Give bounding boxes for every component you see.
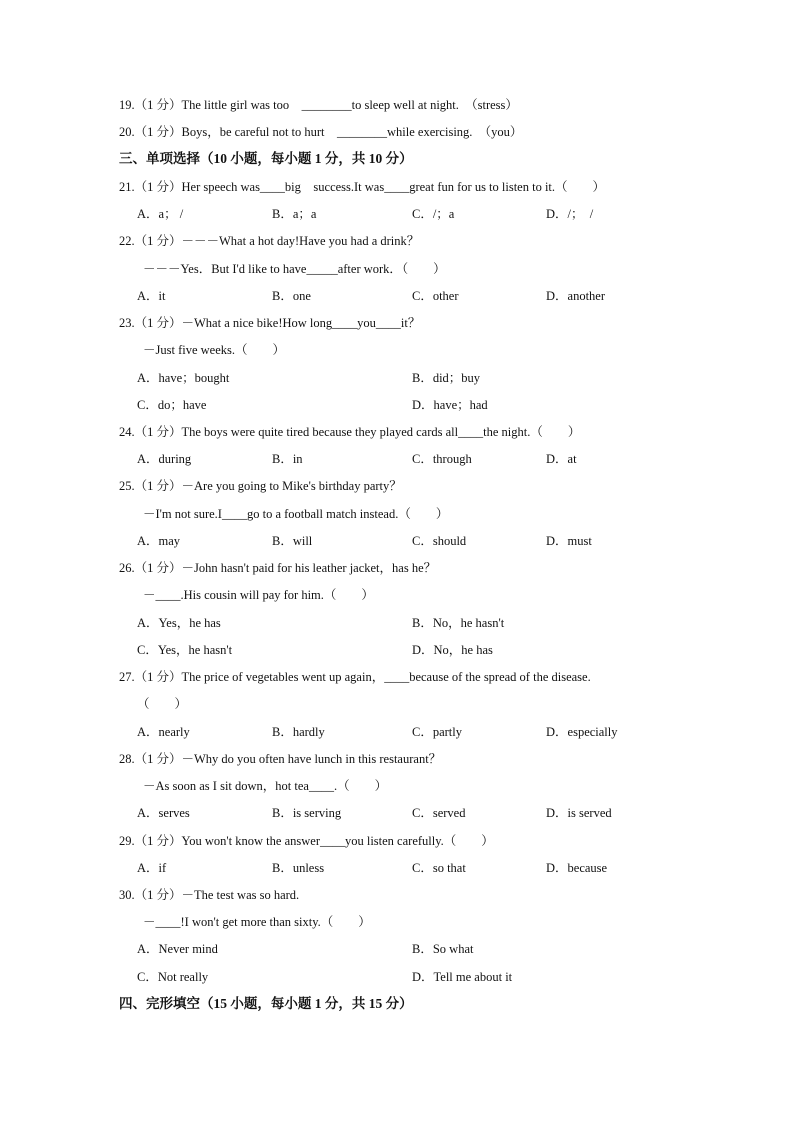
question-24-option-a: A．during: [137, 452, 192, 466]
question-25-stem: 25.（1 分）－Are you going to Mike's birthday party？: [119, 479, 402, 493]
question-27-option-c: C．partly: [412, 725, 462, 739]
question-25-option-b: B．will: [272, 534, 313, 548]
question-30-stem-line-2: －____!I won't get more than sixty.（ ）: [143, 915, 371, 929]
question-23-stem-line-2: －Just five weeks.（ ）: [143, 343, 285, 357]
question-26-stem: 26.（1 分）－John hasn't paid for his leather jacket，has he？: [119, 561, 437, 575]
question-28-stem-line-2: －As soon as I sit down，hot tea____.（ ）: [143, 779, 388, 793]
question-27-option-d: D．especially: [546, 725, 618, 739]
question-29-option-c: C．so that: [412, 861, 466, 875]
question-30-option-c: C．Not really: [137, 970, 209, 984]
question-23-stem: 23.（1 分）－What a nice bike!How long____you____it？: [119, 316, 421, 330]
question-21-option-a: A．a； /: [137, 207, 184, 221]
question-22-option-a: A．it: [137, 289, 166, 303]
question-23-option-c: C．do；have: [137, 398, 207, 412]
question-24-option-c: C．through: [412, 452, 472, 466]
question-23-option-b: B．did；buy: [412, 371, 481, 385]
question-29-option-b: B．unless: [272, 861, 325, 875]
question-23-option-d: D．have；had: [412, 398, 488, 412]
question-21-option-c: C．/；a: [412, 207, 455, 221]
question-21-option-d: D．/； /: [546, 207, 594, 221]
question-24-option-b: B．in: [272, 452, 303, 466]
question-22-option-b: B．one: [272, 289, 311, 303]
question-29-option-a: A．if: [137, 861, 167, 875]
section-4-title: 四、完形填空（15 小题，每小题 1 分，共 15 分）: [119, 996, 413, 1011]
question-20: 20.（1 分）Boys，be careful not to hurt ________while exercising. （you）: [119, 125, 523, 139]
question-22-option-d: D．another: [546, 289, 606, 303]
question-22-stem-line-2: －－－Yes．But I'd like to have_____after work．（ ）: [143, 262, 446, 276]
question-22-stem: 22.（1 分）－－－What a hot day!Have you had a drink？: [119, 234, 420, 248]
question-25-option-d: D．must: [546, 534, 592, 548]
section-3-title: 三、单项选择（10 小题，每小题 1 分，共 10 分）: [119, 151, 413, 166]
question-28-option-a: A．serves: [137, 806, 190, 820]
question-24-stem: 24.（1 分）The boys were quite tired because they played cards all____the night.（ ）: [119, 425, 581, 439]
question-30-option-d: D．Tell me about it: [412, 970, 513, 984]
question-21-option-b: B．a；a: [272, 207, 317, 221]
question-27-stem: 27.（1 分）The price of vegetables went up again，____because of the spread of the disease.: [119, 670, 591, 684]
question-22-option-c: C．other: [412, 289, 459, 303]
question-30-option-b: B．So what: [412, 942, 474, 956]
question-19: 19.（1 分）The little girl was too ________to sleep well at night. （stress）: [119, 98, 518, 112]
question-21-stem: 21.（1 分）Her speech was____big success.It was____great fun for us to listen to it.（ ）: [119, 180, 606, 194]
question-26-option-b: B．No，he hasn't: [412, 616, 505, 630]
question-28-option-d: D．is served: [546, 806, 612, 820]
question-24-option-d: D．at: [546, 452, 577, 466]
question-27-option-b: B．hardly: [272, 725, 325, 739]
question-25-option-a: A．may: [137, 534, 181, 548]
question-30-stem: 30.（1 分）－The test was so hard.: [119, 888, 300, 902]
question-27-stem-line-2: （ ）: [137, 697, 188, 711]
question-26-stem-line-2: －____.His cousin will pay for him.（ ）: [143, 588, 374, 602]
question-30-option-a: A．Never mind: [137, 942, 218, 956]
question-28-option-b: B．is serving: [272, 806, 342, 820]
question-26-option-d: D．No，he has: [412, 643, 493, 657]
question-25-stem-line-2: －I'm not sure.I____go to a football match instead.（ ）: [143, 507, 449, 521]
question-29-stem: 29.（1 分）You won't know the answer____you listen carefully.（ ）: [119, 834, 494, 848]
question-26-option-a: A．Yes，he has: [137, 616, 221, 630]
question-26-option-c: C．Yes，he hasn't: [137, 643, 233, 657]
question-28-stem: 28.（1 分）－Why do you often have lunch in this restaurant？: [119, 752, 442, 766]
question-27-option-a: A．nearly: [137, 725, 190, 739]
question-23-option-a: A．have；bought: [137, 371, 230, 385]
question-29-option-d: D．because: [546, 861, 608, 875]
question-28-option-c: C．served: [412, 806, 466, 820]
question-25-option-c: C．should: [412, 534, 467, 548]
